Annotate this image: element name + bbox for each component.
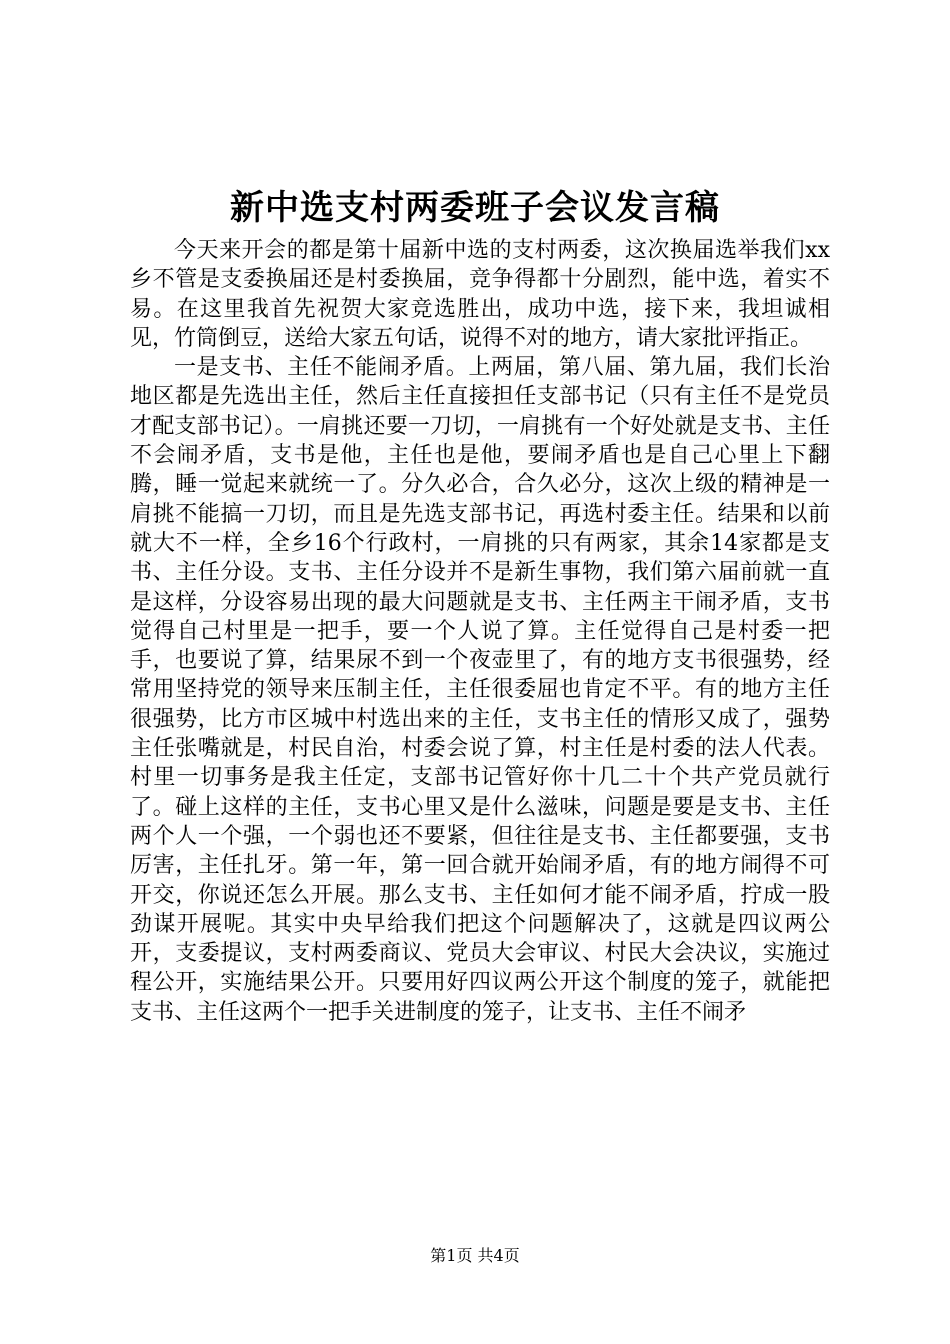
document-title: 新中选支村两委班子会议发言稿 [230, 188, 720, 228]
paragraph: 今天来开会的都是第十届新中选的支村两委，这次换届选举我们xx乡不管是支委换届还是村委换届，竞争得都十分剧烈，能中选，着实不易。在这里我首先祝贺大家竞选胜出，成功中选，接下来，我坦诚相见，竹筒倒豆，送给大家五句话，说得不对的地方，请大家批评指正。 [130, 238, 830, 351]
document-body [130, 236, 830, 1027]
paragraph: 一是支书、主任不能闹矛盾。上两届，第八届、第九届，我们长治地区都是先选出主任，然后主任直接担任支部书记（只有主任不是党员才配支部书记）。一肩挑还要一刀切，一肩挑有一个好处就是支书、主任不会闹矛盾，支书是他，主任也是他，要闹矛盾也是自己心里上下翻腾，睡一觉起来就统一了。分久必合，合久必分，这次上级的精神是一肩挑不能搞一刀切，而且是先选支部书记，再选村委主任。结果和以前就大不一样，全乡16个行政村，一肩挑的只有两家，其余14家都是支书、主任分设。支书、主任分设并不是新生事物，我们第六届前就一直是这样，分设容易出现的最大问题就是支书、主任两主干闹矛盾，支书觉得自己村里是一把手，要一个人说了算。主任觉得自己是村委一把手，也要说了算，结果尿不到一个夜壶里了，有的地方支书很强势，经常用坚持党的领导来压制主任，主任很委屈也肯定不平。有的地方主任很强势，比方市区城中村选出来的主任，支书主任的情形又成了，强势主任张嘴就是，村民自治，村委会说了算，村主任是村委的法人代表。村里一切事务是我主任定，支部书记管好你十几二十个共产党员就行了。碰上这样的主任，支书心里又是什么滋味，问题是要是支书、主任两个人一个强，一个弱也还不要紧，但往往是支书、主任都要强，支书厉害，主任扎牙。第一年，第一回合就开始闹矛盾，有的地方闹得不可开交，你说还怎么开展。那么支书、主任如何才能不闹矛盾，拧成一股劲谋开展呢。其实中央早给我们把这个问题解决了，这就是四议两公开，支委提议，支村两委商议、党员大会审议、村民大会决议，实施过程公开，实施结果公开。只要用好四议两公开这个制度的笼子，就能把支书、主任这两个一把手关进制度的笼子，让支书、主任不闹矛 [130, 355, 830, 1025]
page-footer: 第1页 共4页 [430, 1246, 520, 1265]
